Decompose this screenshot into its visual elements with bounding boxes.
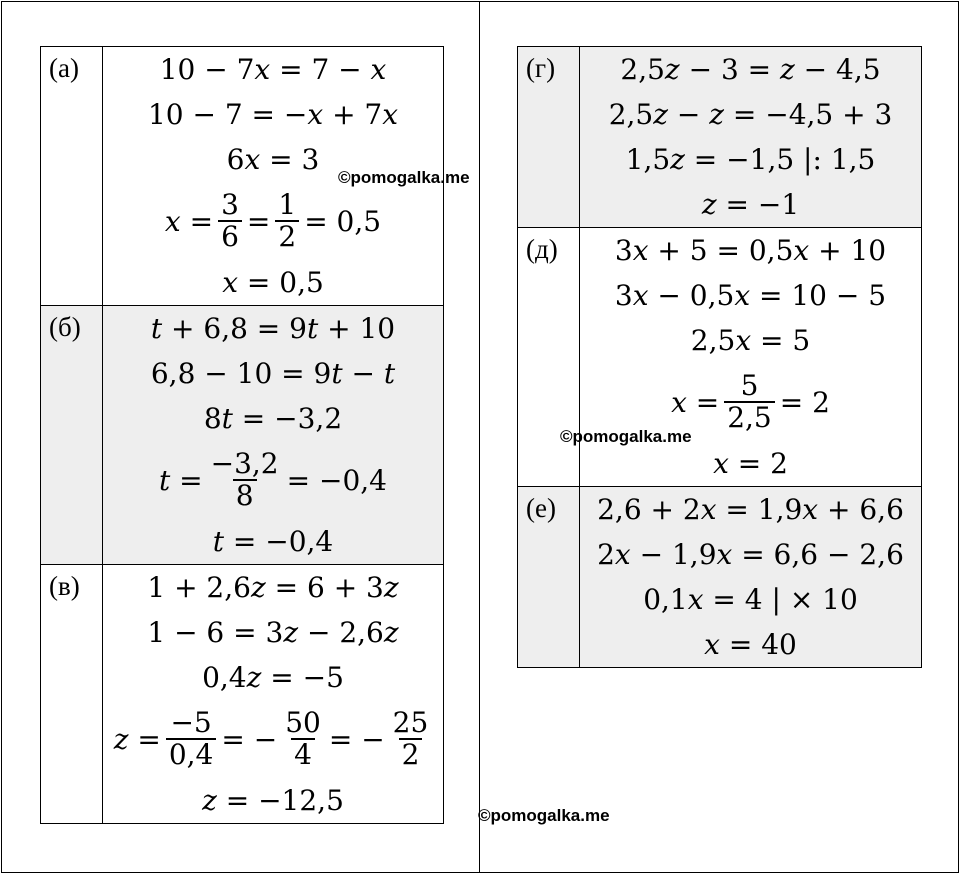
fraction-line — [103, 182, 443, 260]
numerator: −3,2 — [210, 447, 279, 480]
fraction — [275, 190, 299, 252]
watermark: ©pomogalka.me — [560, 427, 692, 446]
equation-line: 2,6 + 2𝑥 = 1,9𝑥 + 6,6 — [597, 493, 904, 526]
solution-v — [41, 565, 444, 824]
fraction — [166, 708, 217, 770]
equation-line: 1 + 2,6𝑧 = 6 + 3𝑧 — [147, 571, 399, 604]
equation-line: 2,5𝑧 − 𝑧 = −4,5 + 3 — [608, 98, 893, 131]
denominator: 4 — [291, 738, 315, 770]
denominator: 2,5 — [724, 401, 775, 433]
numerator: 1 — [278, 188, 297, 221]
equation-line: 3𝑥 − 0,5𝑥 = 10 − 5 — [614, 279, 887, 312]
numerator: 3 — [221, 188, 239, 221]
solution-e — [518, 487, 922, 668]
numerator: 25 — [392, 706, 429, 739]
equation-line: 1,5𝑧 = −1,5 |: 1,5 — [625, 143, 876, 176]
equation-line: 2𝑥 − 1,9𝑥 = 6,6 − 2,6 — [597, 538, 904, 571]
solution-b — [41, 306, 444, 565]
fraction — [282, 708, 324, 770]
work-d — [580, 228, 922, 487]
equation-line: 𝑥 = 40 — [704, 628, 797, 661]
fraction-suffix: = 0,5 — [304, 204, 382, 238]
numerator: 5 — [740, 369, 759, 402]
equation-line: 𝑡 + 6,8 = 9𝑡 + 10 — [150, 312, 396, 345]
equals-minus: = − — [328, 722, 385, 756]
fraction-prefix: 𝑡 = — [159, 463, 203, 497]
denominator: 8 — [233, 479, 257, 511]
fraction-line — [103, 700, 443, 778]
fraction-prefix: 𝑥 = — [164, 204, 214, 238]
fraction-prefix: 𝑥 = — [671, 385, 720, 419]
equation-line: 2,5𝑧 − 3 = 𝑧 − 4,5 — [620, 53, 881, 86]
equation-line: 1 − 6 = 3𝑧 − 2,6𝑧 — [147, 616, 399, 649]
denominator: 2 — [399, 738, 423, 770]
equation-line: 3𝑥 + 5 = 0,5𝑥 + 10 — [614, 234, 887, 267]
equation-line: 6𝑥 = 3 — [226, 143, 320, 176]
equation-line: 𝑥 = 2 — [713, 447, 788, 480]
equation-line: 𝑧 = −12,5 — [202, 784, 344, 817]
label-d: (д) — [518, 228, 580, 487]
equation-line: 6,8 − 10 = 9𝑡 − 𝑡 — [150, 357, 396, 390]
equation-line: 𝑧 = −1 — [701, 188, 800, 221]
denominator: 0,4 — [166, 738, 217, 770]
work-g — [580, 47, 922, 228]
equals-sign: = — [246, 204, 271, 238]
label-e: (е) — [518, 487, 580, 668]
equals-minus: = − — [221, 722, 278, 756]
numerator: −5 — [170, 706, 212, 739]
fraction-suffix: = 2 — [779, 385, 830, 419]
work-b — [103, 306, 444, 565]
equation-line: 𝑥 = 0,5 — [222, 266, 324, 299]
label-b: (б) — [41, 306, 103, 565]
denominator: 6 — [218, 220, 242, 252]
solutions-table-right — [517, 46, 922, 668]
fraction — [208, 449, 282, 511]
label-a: (а) — [41, 47, 103, 306]
fraction-line — [103, 441, 443, 519]
work-v — [103, 565, 444, 824]
fraction — [218, 190, 242, 252]
equation-line: 10 − 7 = −𝑥 + 7𝑥 — [147, 98, 399, 131]
solutions-table-left — [40, 46, 444, 824]
label-g: (г) — [518, 47, 580, 228]
fraction-suffix: = −0,4 — [286, 463, 387, 497]
watermark: ©pomogalka.me — [478, 806, 610, 825]
equation-line: 8𝑡 = −3,2 — [203, 402, 343, 435]
equation-line: 𝑡 = −0,4 — [212, 525, 334, 558]
denominator: 2 — [275, 220, 299, 252]
equation-line: 0,4𝑧 = −5 — [202, 661, 344, 694]
fraction-prefix: 𝑧 = — [113, 722, 161, 756]
numerator: 50 — [285, 706, 321, 739]
equation-line: 0,1𝑥 = 4 | × 10 — [643, 583, 858, 616]
equation-line: 2,5𝑥 = 5 — [690, 324, 811, 357]
watermark: ©pomogalka.me — [338, 168, 470, 187]
solution-d — [518, 228, 922, 487]
equation-line: 10 − 7𝑥 = 7 − 𝑥 — [159, 53, 387, 86]
label-v: (в) — [41, 565, 103, 824]
column-divider — [479, 2, 480, 872]
fraction — [390, 708, 432, 770]
solution-g — [518, 47, 922, 228]
fraction — [724, 371, 775, 433]
work-e — [580, 487, 922, 668]
